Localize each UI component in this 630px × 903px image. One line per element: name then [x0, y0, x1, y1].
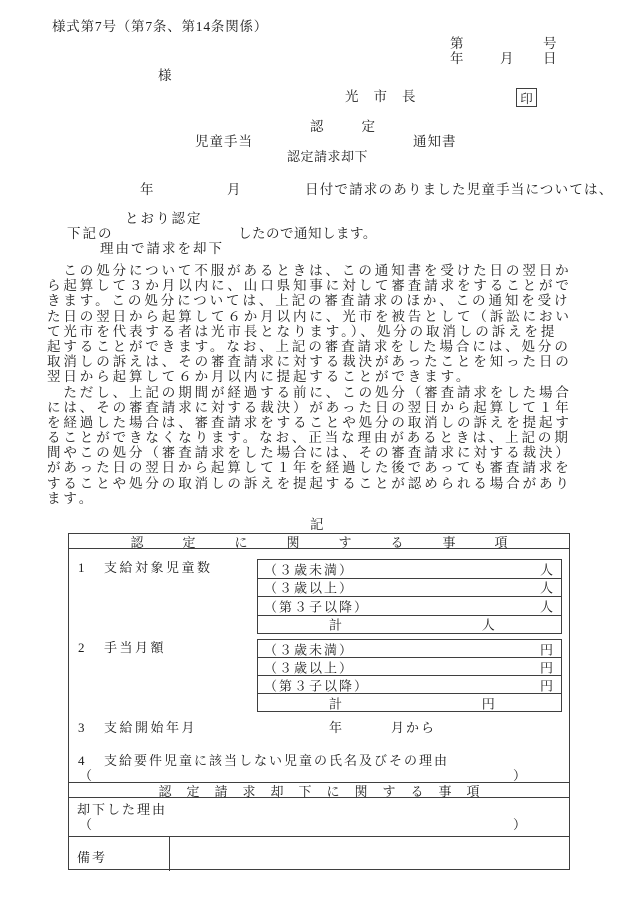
request-sentence: 日付で請求のありました児童手当については、	[305, 182, 614, 197]
title-option-rejection: 認定請求却下	[287, 149, 369, 164]
body-line: があった日の翌日から起算して１年を経過した後であっても審査請求を	[47, 460, 572, 476]
notify-tail: したので通知します。	[238, 226, 377, 241]
item2-value-box	[257, 639, 562, 712]
item3-year-label: 年	[329, 720, 343, 735]
title-option-approval: 認定	[310, 119, 413, 134]
remarks-label: 備考	[77, 850, 108, 865]
item3-month-from: 月から	[391, 720, 437, 735]
remarks-divider	[169, 837, 170, 871]
value-row: （３歳以上） 円	[258, 658, 561, 676]
notify-option-approval: とおり認定	[125, 211, 203, 226]
appeal-information	[47, 263, 607, 506]
seal-mark: 印	[520, 91, 533, 106]
date-year-label: 年	[450, 51, 465, 66]
date-day-label: 日	[543, 51, 558, 66]
body-line: 間やこの処分（審査請求をした場合には、その審査請求に対する裁決）	[47, 445, 572, 461]
body-line: ただし、上記の期間が経過する前に、この処分（審査請求をした場合	[47, 384, 572, 400]
section-header-approval: 認定に関する事項	[69, 534, 569, 549]
body-line: ら起算して３か月以内に、山口県知事に対して審査請求をすることがで	[47, 278, 572, 294]
notify-option-rejection: 理由で請求を却下	[100, 241, 224, 256]
total-row: 計 円	[329, 696, 495, 711]
rejection-paren-open: （	[79, 817, 93, 832]
body-line: 起することができます。なお、上記の審査請求をした場合には、処分の	[47, 338, 571, 354]
value-row: （３歳未満） 人	[258, 560, 561, 579]
body-line: を経過した場合は、審査請求をすることや処分の取消しの訴えを提起す	[47, 414, 572, 430]
doc-number-prefix: 第	[450, 36, 465, 51]
total-row: 計 人	[329, 617, 495, 633]
addressee-suffix: 様	[158, 68, 173, 83]
details-table	[68, 533, 570, 870]
rejection-paren-close: ）	[513, 817, 527, 832]
item3-label: 支給開始年月	[104, 720, 198, 735]
body-line: には、その審査請求に対する裁決）があった日の翌日から起算して１年	[47, 399, 572, 415]
item2-number: 2	[78, 640, 85, 655]
title-suffix: 通知書	[413, 134, 457, 149]
item2-label: 手当月額	[104, 640, 167, 655]
notify-lead: 下記の	[67, 226, 114, 241]
item3-number: 3	[78, 720, 85, 735]
title-prefix: 児童手当	[195, 134, 253, 149]
value-row: （３歳未満） 円	[258, 640, 561, 658]
remarks-row	[69, 836, 569, 871]
item1-value-box	[257, 559, 562, 634]
body-line: 取消しの訴えは、その審査請求に対する裁決があったことを知った日の	[47, 354, 572, 370]
body-line: 翌日から起算して６か月以内に提起することができます。	[47, 369, 473, 385]
body-line: きます。この処分については、上記の審査請求のほか、この通知を受け	[47, 293, 571, 309]
style-number: 様式第7号（第7条、第14条関係）	[52, 19, 269, 34]
body-line: た日の翌日から起算して６か月以内に、光市を被告として（訴訟におい	[47, 308, 572, 324]
item4-label: 支給要件児童に該当しない児童の氏名及びその理由	[104, 753, 450, 768]
section-header-rejection: 認定請求却下に関する事項	[69, 782, 569, 798]
seal-box	[516, 88, 537, 107]
rejection-reason-label: 却下した理由	[77, 802, 168, 817]
item1-number: 1	[78, 560, 85, 575]
body-line: することや処分の取消しの訴えを提起することが認められる場合があり	[47, 475, 572, 491]
body-line: ることができなくなります。なお、正当な理由があるときは、上記の期	[47, 430, 571, 446]
value-row: （第３子以降） 円	[258, 676, 561, 694]
value-row: （第３子以降） 人	[258, 597, 561, 616]
item4-paren-close: ）	[513, 768, 527, 783]
item4-number: 4	[78, 753, 85, 768]
item4-paren-open: （	[79, 768, 93, 783]
ki-marker: 記	[310, 517, 325, 532]
doc-number-suffix: 号	[543, 36, 558, 51]
date-month-label: 月	[500, 51, 515, 66]
request-month-label: 月	[227, 182, 242, 197]
body-line: この処分について不服があるときは、この通知書を受けた日の翌日か	[47, 263, 572, 278]
value-row: （３歳以上） 人	[258, 579, 561, 598]
request-year-label: 年	[140, 182, 155, 197]
item1-label: 支給対象児童数	[104, 560, 213, 575]
body-line: て光市を代表する者は光市長となります。）、処分の取消しの訴えを提	[47, 323, 558, 339]
body-line: ます。	[47, 490, 96, 506]
issuer-mayor: 光市長	[345, 89, 431, 104]
